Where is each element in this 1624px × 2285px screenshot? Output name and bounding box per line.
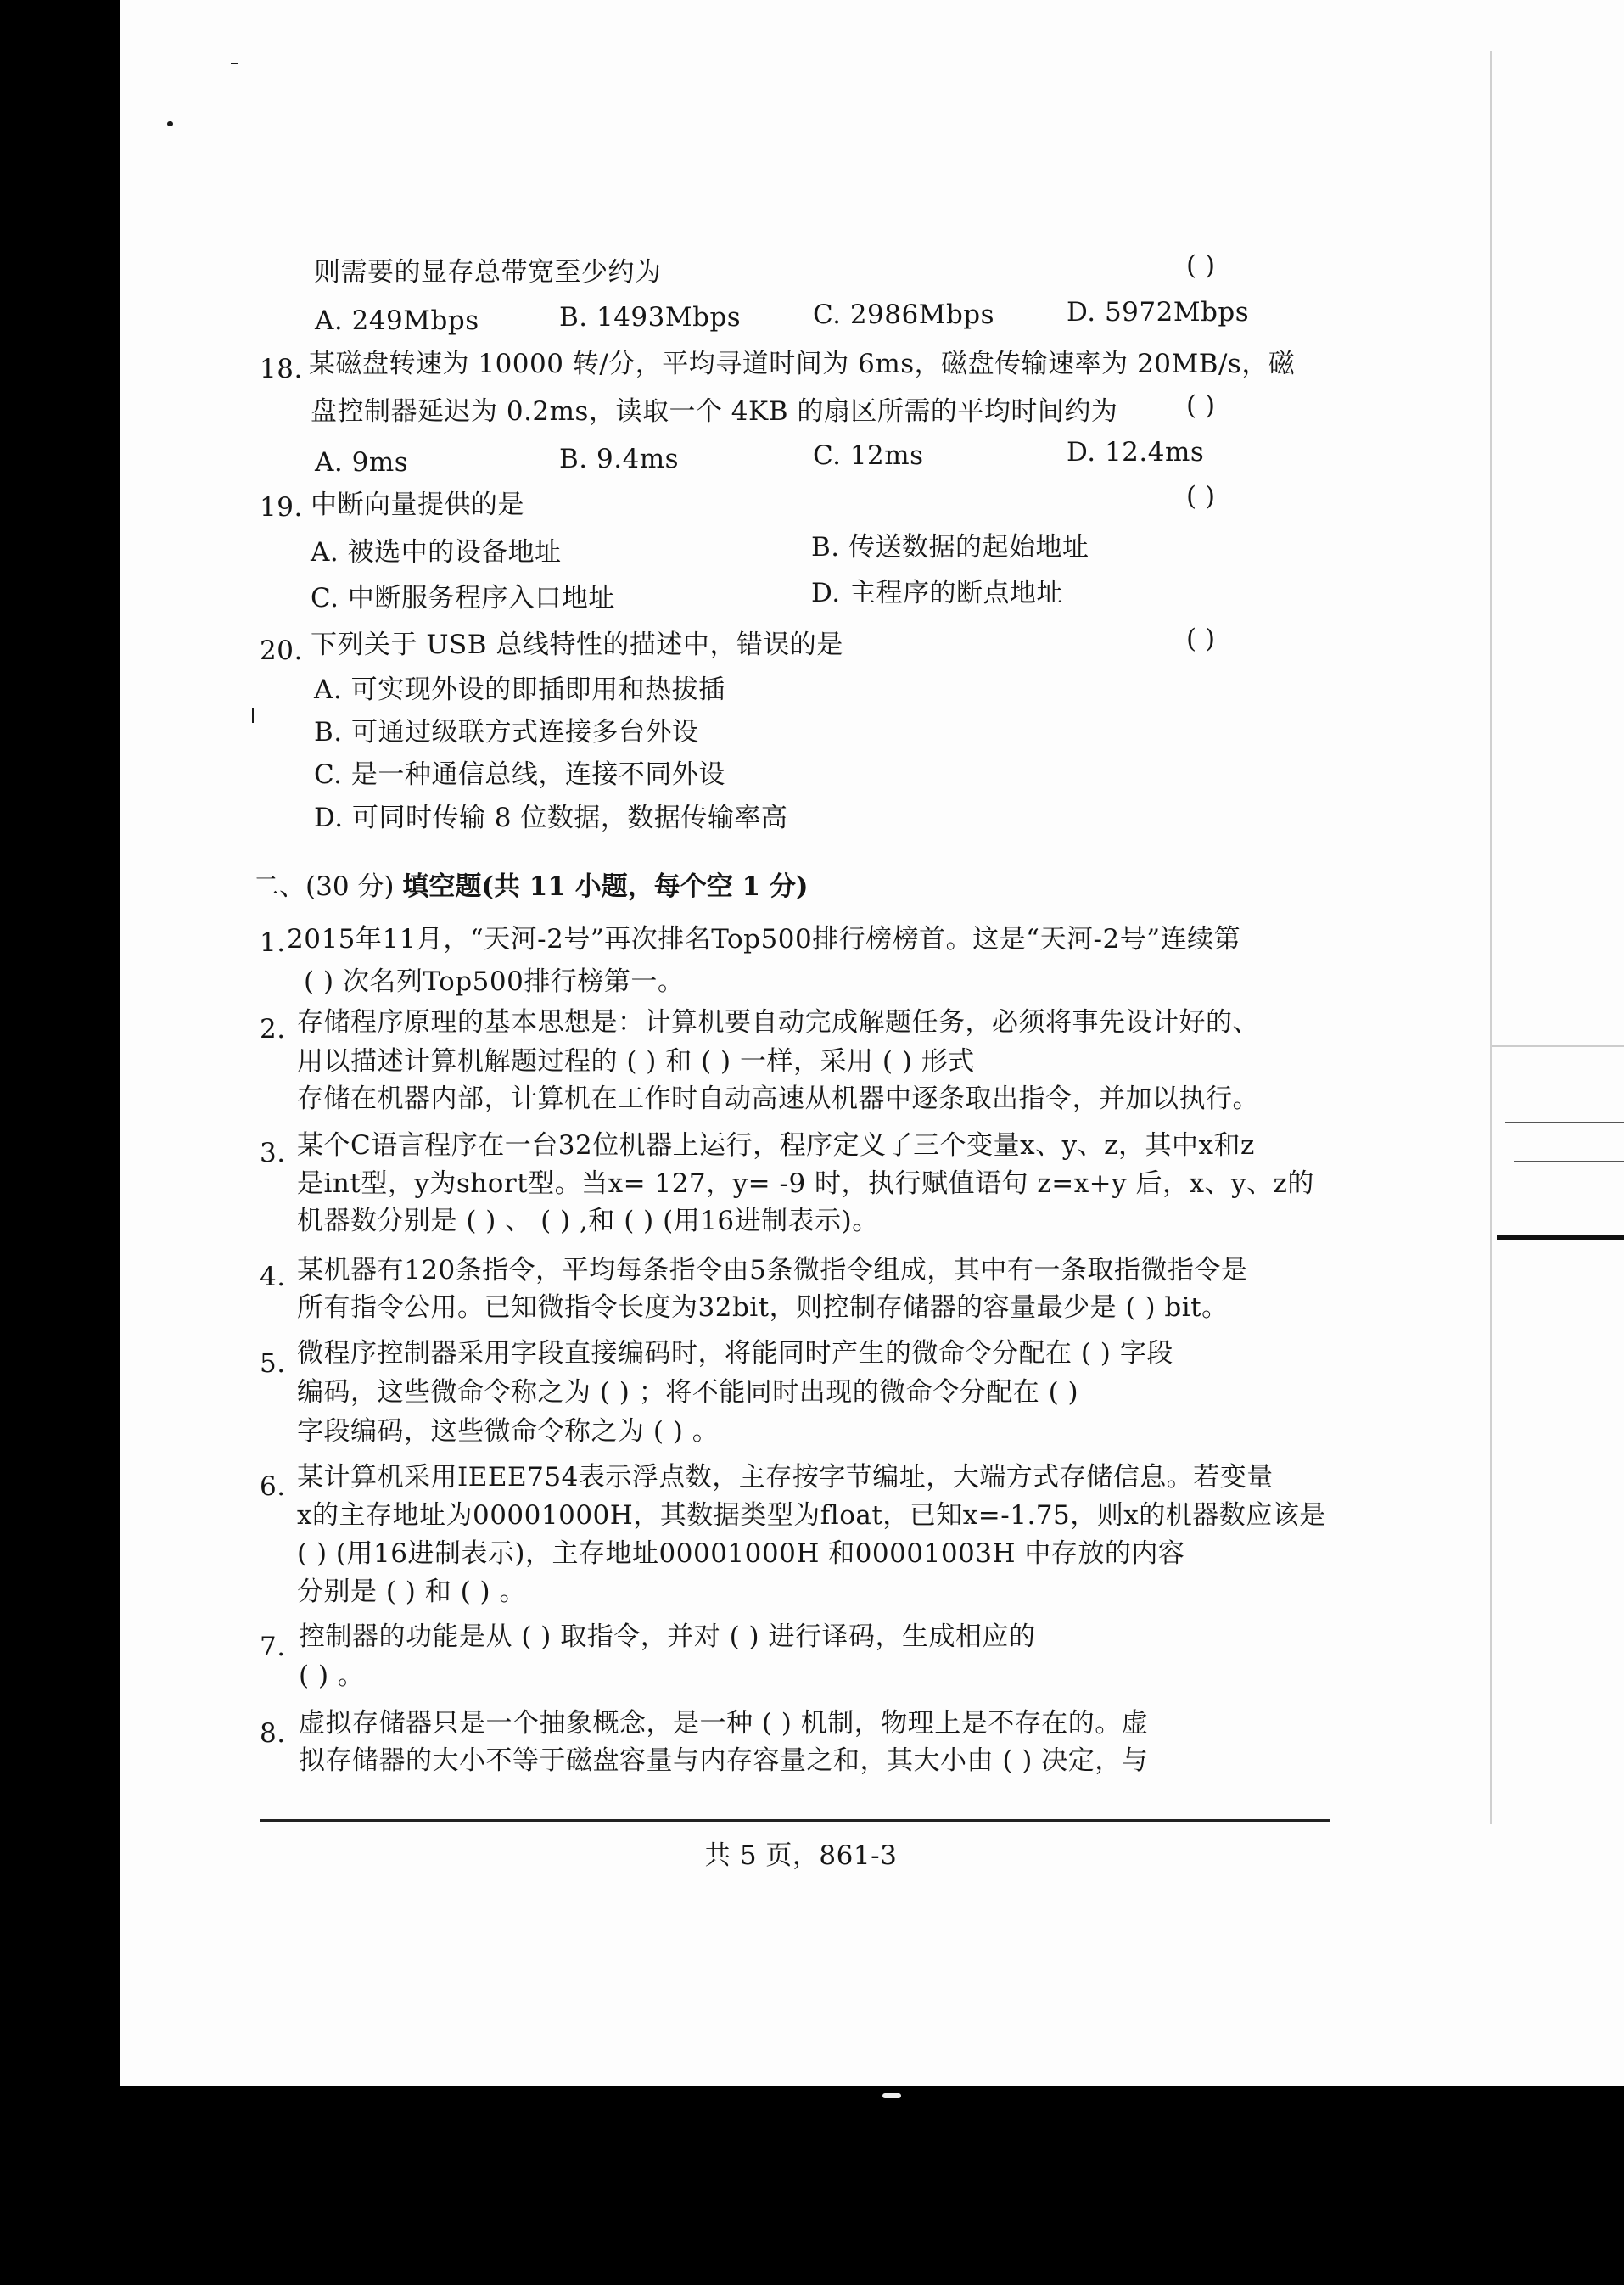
section-title: 填空题(共 11 小题，每个空 1 分)	[402, 871, 809, 902]
q19-number: 19.	[260, 492, 303, 523]
fill-8-line: 拟存储器的大小不等于磁盘容量与内存容量之和，其大小由 ( ) 决定，与	[299, 1745, 1149, 1776]
q19-option-b: B. 传送数据的起始地址	[811, 532, 1089, 563]
q18-number: 18.	[260, 354, 303, 384]
fill-6-line: 某计算机采用IEEE754表示浮点数，主存按字节编址，大端方式存储信息。若变量	[297, 1462, 1274, 1493]
q18-answer-paren: ( )	[1186, 390, 1216, 421]
q20-number: 20.	[260, 636, 303, 666]
fill-6-line: ( ) (用16进制表示)，主存地址00001000H 和00001003H 中存放的内容	[297, 1538, 1185, 1569]
fill-3-number: 3.	[260, 1138, 286, 1168]
q18-option-c: C. 12ms	[813, 440, 924, 471]
q20-option-b: B. 可通过级联方式连接多台外设	[314, 717, 699, 748]
fill-5-number: 5.	[260, 1348, 286, 1379]
fill-7-number: 7.	[260, 1632, 286, 1662]
fill-3-line: 是int型，y为short型。当x= 127，y= -9 时，执行赋值语句 z=x+y 后，x、y、z的	[297, 1168, 1314, 1199]
scan-edge-line	[1490, 1045, 1624, 1047]
q19-option-a: A. 被选中的设备地址	[311, 537, 562, 568]
fill-6-number: 6.	[260, 1471, 286, 1502]
q20-answer-paren: ( )	[1186, 624, 1216, 654]
fill-6-line: 分别是 ( ) 和 ( ) 。	[297, 1577, 527, 1607]
q18-option-a: A. 9ms	[315, 447, 409, 478]
scan-speck	[882, 2093, 901, 2098]
q18-stem-line1: 某磁盘转速为 10000 转/分，平均寻道时间为 6ms，磁盘传输速率为 20MB/s，磁	[309, 349, 1296, 379]
q19-option-c: C. 中断服务程序入口地址	[311, 583, 615, 613]
fill-1-line: ( ) 次名列Top500排行榜第一。	[304, 966, 685, 997]
fill-5-line: 编码，这些微命令称之为 ( ) ；将不能同时出现的微命令分配在 ( )	[297, 1377, 1079, 1408]
scanned-page	[120, 0, 1624, 2086]
fill-6-line: x的主存地址为00001000H，其数据类型为float，已知x=-1.75，则x的机器数应该是	[297, 1500, 1326, 1531]
fill-7-line: ( ) 。	[299, 1661, 365, 1691]
scan-speck	[252, 708, 254, 723]
scan-speck	[167, 121, 173, 126]
scan-edge-line	[1497, 1235, 1624, 1240]
q18-option-b: B. 9.4ms	[559, 444, 680, 474]
fill-2-line: 存储在机器内部，计算机在工作时自动高速从机器中逐条取出指令，并加以执行。	[297, 1084, 1259, 1114]
scan-edge-line	[1514, 1161, 1624, 1162]
fill-2-line: 用以描述计算机解题过程的 ( ) 和 ( ) 一样，采用 ( ) 形式	[297, 1046, 975, 1077]
q20-option-a: A. 可实现外设的即插即用和热拔插	[314, 675, 725, 705]
fill-3-line: 机器数分别是 ( ) 、 ( ) ,和 ( ) (用16进制表示)。	[297, 1206, 879, 1236]
fill-2-number: 2.	[260, 1014, 286, 1044]
scan-edge-line	[1490, 51, 1492, 1824]
q19-stem: 中断向量提供的是	[311, 490, 524, 520]
q17-option-c: C. 2986Mbps	[813, 300, 995, 330]
fill-4-number: 4.	[260, 1262, 286, 1292]
fill-3-line: 某个C语言程序在一台32位机器上运行，程序定义了三个变量x、y、z，其中x和z	[297, 1130, 1255, 1161]
fill-4-line: 所有指令公用。已知微指令长度为32bit，则控制存储器的容量最少是 ( ) bit。	[297, 1292, 1229, 1323]
fill-8-number: 8.	[260, 1718, 286, 1749]
page-footer: 共 5 页，861-3	[704, 1840, 898, 1871]
section-heading	[253, 871, 809, 902]
q19-option-d: D. 主程序的断点地址	[811, 578, 1063, 608]
fill-8-line: 虚拟存储器只是一个抽象概念，是一种 ( ) 机制，物理上是不存在的。虚	[299, 1708, 1149, 1739]
section-prefix: 二、(30 分)	[253, 871, 403, 902]
fill-4-line: 某机器有120条指令，平均每条指令由5条微指令组成，其中有一条取指微指令是	[297, 1255, 1248, 1285]
q18-option-d: D. 12.4ms	[1067, 437, 1205, 468]
q18-stem-line2: 盘控制器延迟为 0.2ms，读取一个 4KB 的扇区所需的平均时间约为	[311, 396, 1118, 427]
scan-edge-line	[1505, 1122, 1624, 1123]
scan-background	[0, 2086, 1624, 2285]
q17-answer-paren: ( )	[1186, 250, 1216, 281]
q19-answer-paren: ( )	[1186, 481, 1216, 512]
fill-1-line: 2015年11月，“天河-2号”再次排名Top500排行榜榜首。这是“天河-2号”连续第	[287, 924, 1241, 955]
fill-5-line: 微程序控制器采用字段直接编码时，将能同时产生的微命令分配在 ( ) 字段	[297, 1338, 1173, 1369]
footer-rule	[260, 1819, 1330, 1822]
q17-option-a: A. 249Mbps	[315, 305, 479, 336]
fill-7-line: 控制器的功能是从 ( ) 取指令，并对 ( ) 进行译码，生成相应的	[299, 1621, 1036, 1652]
q20-stem: 下列关于 USB 总线特性的描述中，错误的是	[311, 630, 843, 660]
fill-2-line: 存储程序原理的基本思想是：计算机要自动完成解题任务，必须将事先设计好的、	[297, 1007, 1259, 1038]
q17-option-b: B. 1493Mbps	[559, 302, 742, 333]
q20-option-c: C. 是一种通信总线，连接不同外设	[314, 759, 725, 790]
q17-option-d: D. 5972Mbps	[1067, 297, 1250, 328]
fill-1-number: 1.	[260, 927, 286, 958]
q17-stem-tail: 则需要的显存总带宽至少约为	[314, 257, 662, 288]
scan-speck	[231, 63, 238, 64]
q20-option-d: D. 可同时传输 8 位数据，数据传输率高	[314, 803, 788, 833]
fill-5-line: 字段编码，这些微命令称之为 ( ) 。	[297, 1416, 720, 1447]
